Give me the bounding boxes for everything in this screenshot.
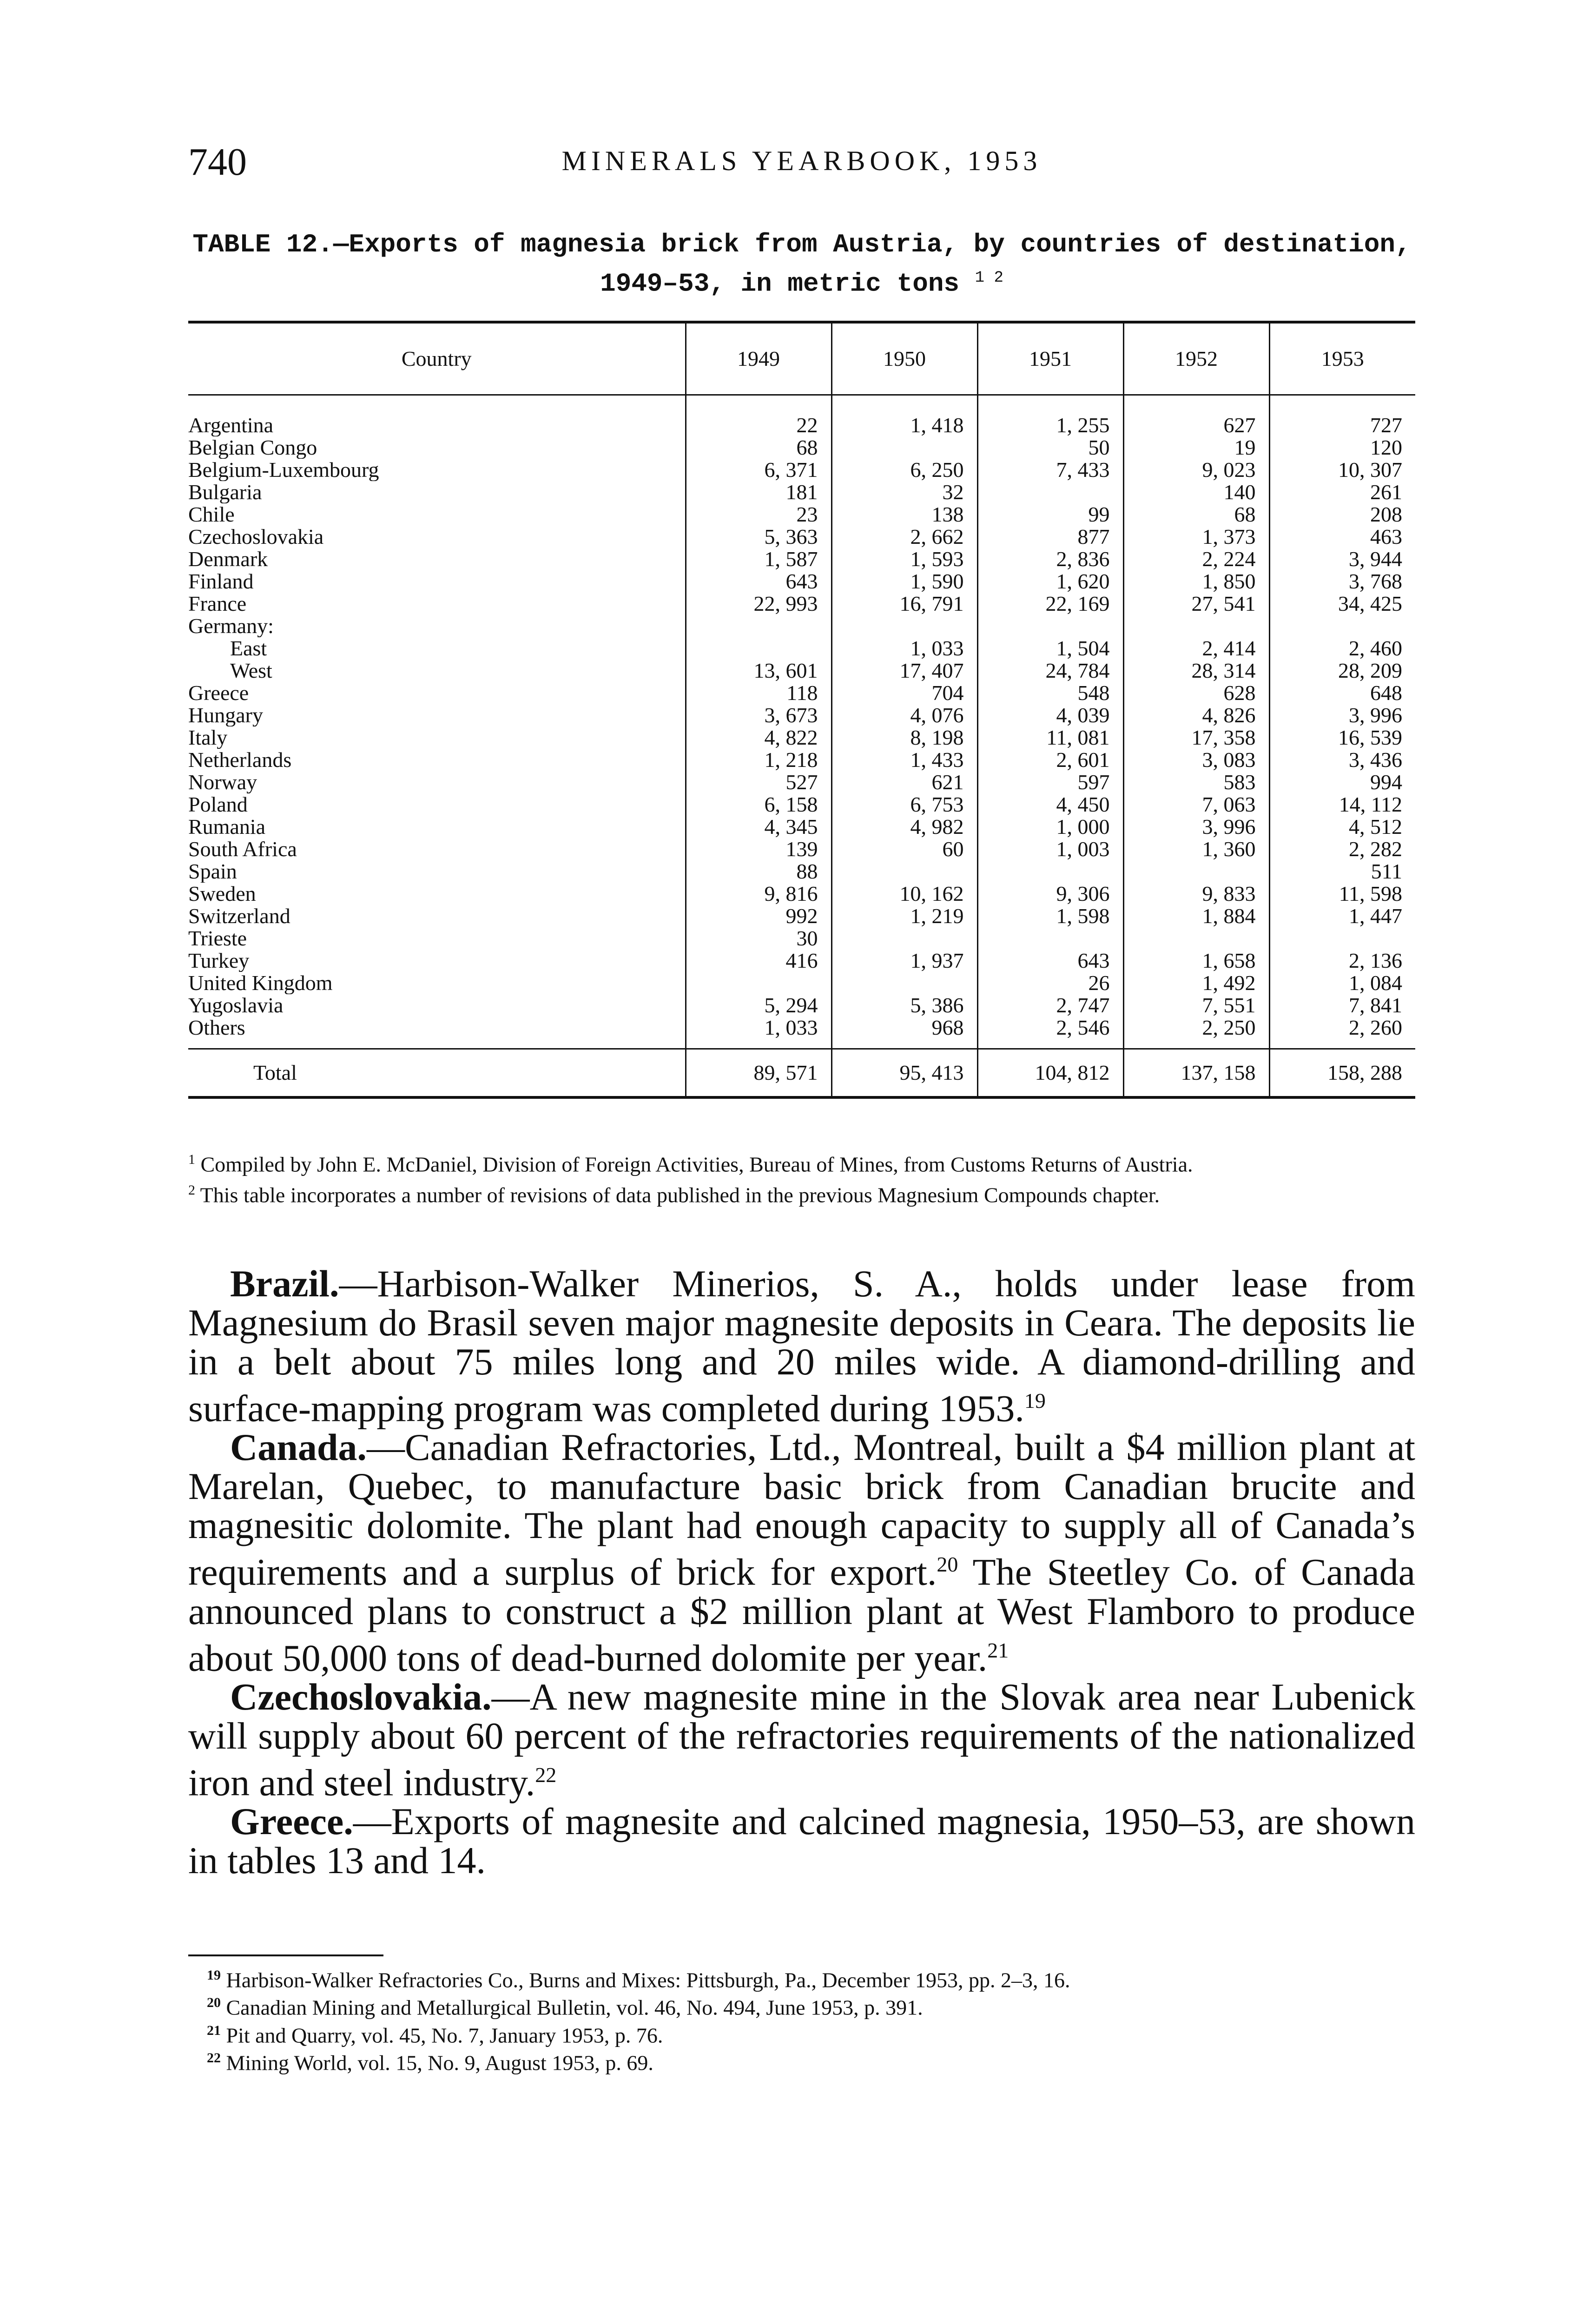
value-cell: 1, 492 [1123,972,1269,994]
value-cell: 643 [977,950,1123,972]
country-cell: Finland [188,570,254,593]
table-row [188,905,1415,927]
value-cell: 1, 373 [1123,526,1269,548]
table-row [188,526,1415,548]
country-cell: France [188,593,247,615]
column-header: 1949 [686,322,831,395]
table-row [188,838,1415,860]
country-cell: Spain [188,860,237,883]
country-cell: Argentina [188,413,274,436]
paragraph-text: The Steetley Co. of Canada announced plans to construct a $2 million plant at West Flamboro to produce about 50,000 tons of dead-burned dolomite per year. [188,1551,1415,1679]
value-cell: 34, 425 [1269,593,1415,615]
running-head [188,139,1415,191]
value-cell: 583 [1123,771,1269,793]
value-cell [831,927,977,950]
value-cell: 992 [686,905,831,927]
value-cell: 548 [977,682,1123,704]
table-row [188,682,1415,704]
value-cell: 1, 884 [1123,905,1269,927]
value-cell: 5, 386 [831,994,977,1017]
value-cell: 1, 033 [831,637,977,660]
value-cell: 9, 023 [1123,459,1269,481]
value-cell: 26 [977,972,1123,994]
value-cell: 120 [1269,436,1415,459]
value-cell: 1, 084 [1269,972,1415,994]
value-cell: 4, 076 [831,704,977,726]
value-cell: 1, 218 [686,749,831,771]
value-cell: 463 [1269,526,1415,548]
value-cell: 11, 598 [1269,883,1415,905]
table-row [188,1017,1415,1039]
country-cell: Trieste [188,927,247,950]
value-cell: 1, 033 [686,1017,831,1039]
value-cell: 2, 260 [1269,1017,1415,1039]
value-cell: 877 [977,526,1123,548]
value-cell: 7, 063 [1123,793,1269,816]
value-cell: 4, 826 [1123,704,1269,726]
value-cell: 3, 083 [1123,749,1269,771]
value-cell: 10, 162 [831,883,977,905]
value-cell: 28, 314 [1123,660,1269,682]
value-cell [977,927,1123,950]
value-cell: 1, 598 [977,905,1123,927]
paragraph-greece [188,1802,1415,1880]
value-cell: 968 [831,1017,977,1039]
value-cell: 1, 360 [1123,838,1269,860]
value-cell: 11, 081 [977,726,1123,749]
value-cell: 1, 219 [831,905,977,927]
footnotes [188,1964,1415,2074]
table-row [188,704,1415,726]
value-cell: 16, 539 [1269,726,1415,749]
value-cell: 27, 541 [1123,593,1269,615]
table-row [188,816,1415,838]
value-cell: 5, 294 [686,994,831,1017]
value-cell: 2, 836 [977,548,1123,570]
footnote-text: Harbison-Walker Refractories Co., Burns and Mixes: Pittsburgh, Pa., December 1953, pp. 2–3, 16. [226,1968,1070,1992]
paragraph-canada [188,1428,1415,1677]
value-cell: 4, 345 [686,816,831,838]
value-cell: 1, 504 [977,637,1123,660]
footnote [188,1964,1415,1991]
value-cell: 22 [686,395,831,437]
value-cell: 1, 255 [977,395,1123,437]
footnote-ref: 19 [1024,1389,1046,1413]
paragraph-lead: Brazil. [230,1262,339,1305]
value-cell: 181 [686,481,831,503]
value-cell: 727 [1269,395,1415,437]
footnote-number: 22 [207,2050,221,2066]
country-cell: Greece [188,682,249,704]
country-cell: West [230,660,272,682]
spacer-cell [977,1039,1123,1049]
value-cell: 30 [686,927,831,950]
table-row [188,950,1415,972]
footnote-ref: 20 [937,1552,958,1577]
value-cell: 3, 768 [1269,570,1415,593]
table-row [188,771,1415,793]
value-cell: 1, 447 [1269,905,1415,927]
paragraph-brazil [188,1264,1415,1428]
value-cell [1123,927,1269,950]
value-cell: 24, 784 [977,660,1123,682]
value-cell: 19 [1123,436,1269,459]
value-cell [1269,615,1415,637]
value-cell: 88 [686,860,831,883]
value-cell: 60 [831,838,977,860]
table-row [188,395,1415,437]
spacer-cell [831,1039,977,1049]
paragraph-lead: Greece. [230,1800,353,1843]
value-cell [1269,927,1415,950]
value-cell: 1, 418 [831,395,977,437]
table-row [188,927,1415,950]
value-cell [831,615,977,637]
value-cell: 138 [831,503,977,526]
country-cell: Belgium-Luxembourg [188,459,379,481]
country-cell: United Kingdom [188,972,333,994]
value-cell: 28, 209 [1269,660,1415,682]
footnote [188,1991,1415,2019]
table-row [188,481,1415,503]
value-cell: 17, 407 [831,660,977,682]
value-cell [831,436,977,459]
spacer-cell [1269,1039,1415,1049]
footnote-number: 21 [207,2022,221,2038]
country-cell: Poland [188,793,248,816]
value-cell: 2, 224 [1123,548,1269,570]
spacer-cell [188,1039,686,1049]
value-cell: 32 [831,481,977,503]
value-cell: 527 [686,771,831,793]
value-cell: 22, 169 [977,593,1123,615]
value-cell: 10, 307 [1269,459,1415,481]
value-cell [686,972,831,994]
country-cell: South Africa [188,838,297,860]
value-cell [686,637,831,660]
value-cell [977,860,1123,883]
footnote-ref: 21 [987,1638,1009,1662]
value-cell: 2, 662 [831,526,977,548]
value-cell: 23 [686,503,831,526]
value-cell: 628 [1123,682,1269,704]
value-cell: 621 [831,771,977,793]
footnote [188,2047,1415,2074]
value-cell: 2, 747 [977,994,1123,1017]
total-label: Total [188,1049,686,1098]
value-cell: 1, 000 [977,816,1123,838]
table-row [188,593,1415,615]
value-cell: 4, 039 [977,704,1123,726]
value-cell: 627 [1123,395,1269,437]
table-note [188,1148,1415,1176]
paragraph-text: —Canadian Refractories, Ltd., Montreal, built a $4 million plant at Marelan, Quebec, to manufacture basic brick from Canadian brucite and magnesitic dolomite. The plant had enough capacity to supply all of Canada’s requirements and a surplus of brick for export. [188,1426,1415,1593]
country-cell: Others [188,1017,245,1039]
value-cell: 8, 198 [831,726,977,749]
value-cell [686,615,831,637]
country-cell: Rumania [188,816,266,838]
table-row [188,749,1415,771]
country-cell: Turkey [188,950,250,972]
footnote [188,2019,1415,2047]
spacer-cell [1123,1039,1269,1049]
value-cell: 2, 250 [1123,1017,1269,1039]
running-title: MINERALS YEARBOOK, 1953 [561,145,1042,176]
table-row [188,793,1415,816]
total-value-cell: 137, 158 [1123,1049,1269,1098]
value-cell: 50 [977,436,1123,459]
value-cell [1123,615,1269,637]
value-cell: 17, 358 [1123,726,1269,749]
table-row [188,726,1415,749]
country-cell: Czechoslovakia [188,526,324,548]
total-value-cell: 89, 571 [686,1049,831,1098]
table-row [188,503,1415,526]
value-cell: 1, 587 [686,548,831,570]
table-note-number: 2 [188,1182,195,1198]
value-cell: 4, 450 [977,793,1123,816]
table-label: TABLE 12. [192,230,333,259]
exports-table [188,321,1415,1099]
value-cell [1123,860,1269,883]
value-cell: 1, 593 [831,548,977,570]
country-cell: Switzerland [188,905,290,927]
value-cell: 1, 433 [831,749,977,771]
table-row [188,436,1415,459]
value-cell: 2, 136 [1269,950,1415,972]
spacer-row [188,1039,1415,1049]
value-cell: 261 [1269,481,1415,503]
column-header: Country [188,322,686,395]
value-cell: 9, 306 [977,883,1123,905]
value-cell: 2, 601 [977,749,1123,771]
table-row [188,637,1415,660]
value-cell: 5, 363 [686,526,831,548]
value-cell: 597 [977,771,1123,793]
value-cell: 7, 433 [977,459,1123,481]
total-value-cell: 95, 413 [831,1049,977,1098]
table-note-number: 1 [188,1152,195,1167]
page-number: 740 [188,140,247,184]
value-cell: 14, 112 [1269,793,1415,816]
value-cell: 1, 850 [1123,570,1269,593]
value-cell: 4, 982 [831,816,977,838]
value-cell: 3, 436 [1269,749,1415,771]
footnote-number: 19 [207,1967,221,1983]
paragraph-text: —A new magnesite mine in the Slovak area near Lubenick will supply about 60 percent of the refractories requirements of the nationalized iron and steel industry. [188,1675,1415,1804]
country-cell: Germany: [188,615,274,637]
value-cell: 1, 620 [977,570,1123,593]
value-cell: 1, 937 [831,950,977,972]
table-row [188,972,1415,994]
paragraph-czechoslovakia [188,1677,1415,1802]
footnote-text: Mining World, vol. 15, No. 9, August 1953, p. 69. [226,2051,653,2075]
value-cell: 16, 791 [831,593,977,615]
value-cell: 3, 944 [1269,548,1415,570]
value-cell: 208 [1269,503,1415,526]
table-note [188,1179,1415,1207]
value-cell: 3, 996 [1269,704,1415,726]
table-row [188,994,1415,1017]
paragraph-lead: Canada. [230,1426,367,1469]
country-cell: Yugoslavia [188,994,284,1017]
value-cell: 140 [1123,481,1269,503]
country-cell: East [230,637,267,660]
value-cell: 68 [1123,503,1269,526]
value-cell: 6, 158 [686,793,831,816]
table-row [188,615,1415,637]
table-note-text: This table incorporates a number of revisions of data published in the previous Magnesium Compounds chapter. [200,1183,1160,1207]
footnote-text: Canadian Mining and Metallurgical Bulletin, vol. 46, No. 494, June 1953, p. 391. [226,1995,923,2020]
table-row [188,660,1415,682]
table-title-line1: —Exports of magnesia brick from Austria, by countries of destination, [333,230,1411,259]
value-cell [977,615,1123,637]
value-cell: 7, 551 [1123,994,1269,1017]
value-cell: 4, 822 [686,726,831,749]
country-cell: Chile [188,503,235,526]
value-cell: 99 [977,503,1123,526]
footnote-text: Pit and Quarry, vol. 45, No. 7, January 1953, p. 76. [226,2023,663,2047]
table-note-text: Compiled by John E. McDaniel, Division of Foreign Activities, Bureau of Mines, from Customs Returns of Austria. [200,1152,1193,1176]
table-title-refs: 1 2 [975,269,1003,287]
value-cell: 118 [686,682,831,704]
value-cell: 511 [1269,860,1415,883]
body-text [188,1264,1415,1880]
value-cell [831,860,977,883]
column-header: 1951 [977,322,1123,395]
table-caption-line2 [188,261,1415,301]
table-row [188,860,1415,883]
value-cell: 139 [686,838,831,860]
value-cell [977,481,1123,503]
value-cell: 13, 601 [686,660,831,682]
value-cell: 2, 546 [977,1017,1123,1039]
value-cell: 9, 816 [686,883,831,905]
paragraph-text: —Exports of magnesite and calcined magnesia, 1950–53, are shown in tables 13 and 14. [188,1800,1415,1882]
value-cell: 4, 512 [1269,816,1415,838]
value-cell: 2, 460 [1269,637,1415,660]
value-cell: 6, 371 [686,459,831,481]
total-value-cell: 158, 288 [1269,1049,1415,1098]
country-cell: Italy [188,726,228,749]
value-cell: 7, 841 [1269,994,1415,1017]
paragraph-text: —Harbison-Walker Minerios, S. A., holds under lease from Magnesium do Brasil seven major magnesite deposits in Ceara. The deposits lie in a belt about 75 miles long and 20 miles wide. A diamond-drilling and surface-mapping program was completed during 1953. [188,1262,1415,1430]
value-cell: 68 [686,436,831,459]
table-title-line2: 1949–53, in metric tons [600,269,960,299]
paragraph-lead: Czechoslovakia. [230,1675,492,1718]
column-header: 1953 [1269,322,1415,395]
column-header: 1950 [831,322,977,395]
column-header: 1952 [1123,322,1269,395]
country-cell: Bulgaria [188,481,262,503]
country-cell: Netherlands [188,749,292,771]
value-cell: 704 [831,682,977,704]
value-cell: 6, 753 [831,793,977,816]
table-caption-line1 [188,228,1415,261]
table-row [188,570,1415,593]
table-row [188,459,1415,481]
country-cell: Denmark [188,548,268,570]
value-cell: 416 [686,950,831,972]
value-cell: 994 [1269,771,1415,793]
spacer-cell [686,1039,831,1049]
table-notes [188,1148,1415,1210]
footnote-divider [188,1954,383,1956]
value-cell: 1, 003 [977,838,1123,860]
value-cell: 648 [1269,682,1415,704]
value-cell: 6, 250 [831,459,977,481]
country-cell: Belgian Congo [188,436,317,459]
value-cell [831,972,977,994]
total-row [188,1049,1415,1098]
value-cell: 3, 996 [1123,816,1269,838]
value-cell: 1, 658 [1123,950,1269,972]
table-body [188,395,1415,1098]
value-cell: 9, 833 [1123,883,1269,905]
table-header-row [188,322,1415,395]
table-caption [188,228,1415,301]
value-cell: 3, 673 [686,704,831,726]
footnote-ref: 22 [535,1763,557,1787]
country-cell: Sweden [188,883,256,905]
footnote-number: 20 [207,1995,221,2011]
value-cell: 643 [686,570,831,593]
value-cell: 2, 414 [1123,637,1269,660]
value-cell: 2, 282 [1269,838,1415,860]
table-row [188,883,1415,905]
country-cell: Norway [188,771,257,793]
value-cell: 1, 590 [831,570,977,593]
total-value-cell: 104, 812 [977,1049,1123,1098]
country-cell: Hungary [188,704,263,726]
value-cell: 22, 993 [686,593,831,615]
table-row [188,548,1415,570]
